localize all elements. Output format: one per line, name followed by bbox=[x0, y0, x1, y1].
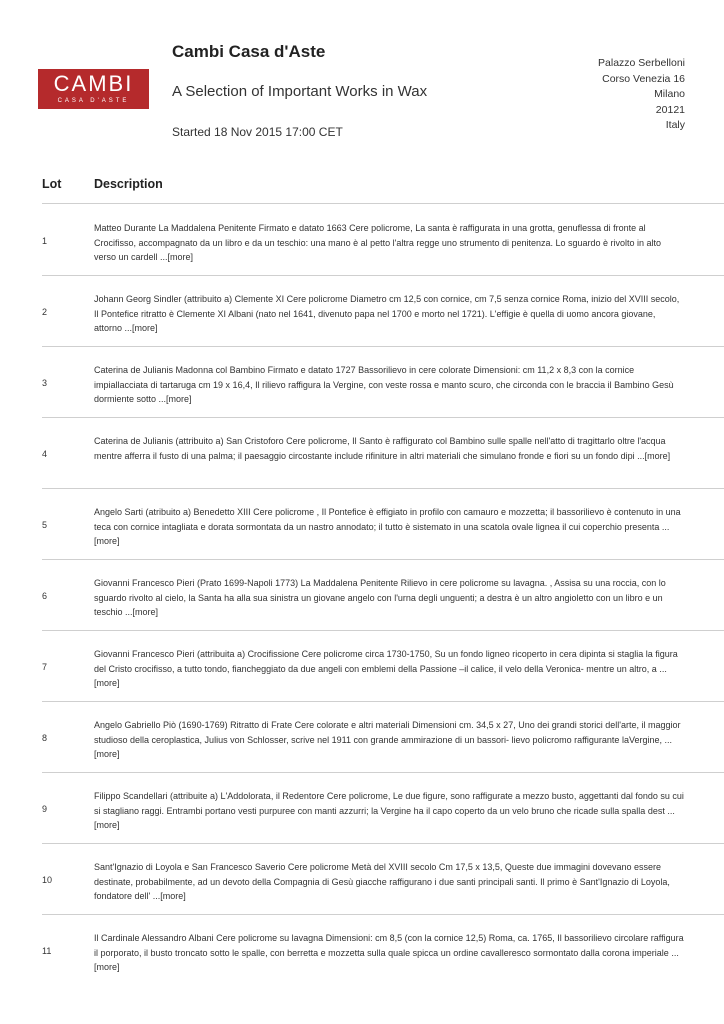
lot-number: 9 bbox=[42, 804, 48, 814]
lot-description-text: Caterina de Julianis Madonna col Bambino Firmato e datato 1727 Bassorilievo in cere colorate Dimensioni: cm 11,2 x 8,3 con la cornice impiallacciata di tartaruga cm 19 x 16,4, Il rilievo raffigura la Vergine, con veste rossa e manto scuro, che circonda con le braccia il Bambino Gesù dormiente sotto ... bbox=[94, 365, 674, 404]
sale-title: A Selection of Important Works in Wax bbox=[172, 83, 428, 100]
lot-description-text: Giovanni Francesco Pieri (Prato 1699-Napoli 1773) La Maddalena Penitente Rilievo in cere policrome su lavagna. , Assisa su una roccia, con lo sguardo rivolto al cielo, la Santa ha alla sua sinistra un giovane angelo con l'urna degli unguenti; a destra è un altro angioletto con un libro e un teschio ... bbox=[94, 578, 666, 617]
more-link[interactable]: [more] bbox=[94, 678, 120, 688]
more-link[interactable]: [more] bbox=[94, 820, 120, 830]
column-header-lot: Lot bbox=[42, 177, 62, 191]
lot-number: 5 bbox=[42, 520, 48, 530]
lot-description bbox=[94, 647, 684, 691]
header-divider bbox=[42, 203, 724, 204]
lot-number: 3 bbox=[42, 378, 48, 388]
more-link[interactable]: [more] bbox=[644, 450, 671, 461]
lot-description-text: Sant'Ignazio di Loyola e San Francesco Saverio Cere policrome Metà del XVIII secolo Cm 17,5 x 13,5, Queste due immagini dovevano essere destinate, probabilmente, ad un devoto della Compagnia di Gesù giacche raffigurano i due santi principali santi. Il primo è Sant'Ignazio di Loyola, fondatore dell' ... bbox=[94, 862, 670, 901]
lot-number: 7 bbox=[42, 662, 48, 672]
logo-subtitle: CASA D'ASTE bbox=[57, 98, 130, 104]
more-link[interactable]: [more] bbox=[160, 891, 186, 901]
lot-description-text: Giovanni Francesco Pieri (attribuita a) Crocifissione Cere policrome circa 1730-1750, Su un fondo ligneo ricoperto in cera dipinta si staglia la figura del Cristo crocifisso, a tutto tondo, fiancheggiato da due angeli con emblemi della Passione –il calice, il velo della Veronica- mentre un altro, a ... bbox=[94, 649, 678, 674]
more-link[interactable]: [more] bbox=[167, 252, 194, 262]
cambi-logo bbox=[38, 69, 149, 109]
address-line: Italy bbox=[665, 119, 685, 131]
lot-row bbox=[42, 205, 724, 276]
lot-description bbox=[94, 292, 684, 336]
lot-row bbox=[42, 631, 724, 702]
lot-number: 8 bbox=[42, 733, 48, 743]
lot-description bbox=[94, 718, 684, 762]
lot-description bbox=[94, 860, 684, 904]
lot-row bbox=[42, 560, 724, 631]
lot-description bbox=[94, 576, 684, 620]
lot-description bbox=[94, 363, 684, 407]
sale-date: Started 18 Nov 2015 17:00 CET bbox=[172, 125, 343, 139]
address-block bbox=[598, 56, 685, 134]
lot-number: 2 bbox=[42, 307, 48, 317]
lot-list bbox=[0, 205, 724, 986]
lot-row bbox=[42, 276, 724, 347]
more-link[interactable]: [more] bbox=[94, 536, 120, 546]
address-line: Corso Venezia 16 bbox=[602, 72, 685, 85]
lot-number: 4 bbox=[42, 449, 48, 459]
more-link[interactable]: [more] bbox=[94, 749, 120, 759]
logo-word: CAMBI bbox=[53, 71, 134, 96]
lot-description-text: Angelo Gabriello Piò (1690-1769) Ritratto di Frate Cere colorate e altri materiali Dimensioni cm. 34,5 x 27, Uno dei grandi storici dell'arte, il maggior studioso della ceroplastica, Julius von Schlosser, scrive nel 1911 con grande ammirazione di un bassori- lievo policromo raffigurante laVergine, ... bbox=[94, 720, 681, 745]
lot-description bbox=[94, 221, 684, 265]
more-link[interactable]: [more] bbox=[166, 394, 192, 404]
lot-description-text: Johann Georg Sindler (attribuito a) Clemente XI Cere policrome Diametro cm 12,5 con cornice, cm 7,5 senza cornice Roma, inizio del XVIII secolo, Il Pontefice ritratto è Clemente XI Albani (nato nel 1641, divenuto papa nel 1700 e morto nel 1721). L'effigie è quella di uomo ancora giovane, attorno ... bbox=[94, 294, 680, 333]
lot-number: 10 bbox=[42, 875, 53, 885]
lot-row bbox=[42, 702, 724, 773]
lot-description-text: Matteo Durante La Maddalena Penitente Firmato e datato 1663 Cere policrome, La santa è raffigurata in una grotta, genuflessa di fronte al Crocifisso, accompagnato da un libro e da un teschio: una mano è al petto l'altra regge uno strumento di penitenza. Lo sguardo è rivolto in alto verso un cardell ... bbox=[94, 223, 662, 262]
address-line: 20121 bbox=[655, 103, 685, 116]
lot-description bbox=[94, 931, 684, 975]
column-header-description: Description bbox=[94, 177, 163, 191]
lot-description bbox=[94, 505, 684, 549]
lot-number: 6 bbox=[42, 591, 48, 601]
address-line: Milano bbox=[654, 88, 685, 100]
lot-row bbox=[42, 773, 724, 844]
lot-description bbox=[94, 434, 684, 463]
lot-row bbox=[42, 489, 724, 560]
lot-description-text: Caterina de Julianis (attribuito a) San Cristoforo Cere policrome, Il Santo è raffigurato col Bambino sulle spalle nell'atto di tragittarlo oltre l'acqua mentre afferra il fusto di una palma; il paesaggio circostante include rifiniture in altri materiali che simulano fronde e fiori su un fondo dipi ... bbox=[94, 436, 666, 461]
lot-description-text: Angelo Sarti (atribuito a) Benedetto XIII Cere policrome , Il Pontefice è effigiato in profilo con camauro e mozzetta; il bassorilievo è contenuto in una teca con cornice intagliata e dorata sormontata da un nastro annodato; il tutto è sistemato in una scatola ovale lignea il cui coperchio presenta ... bbox=[94, 507, 681, 532]
lot-number: 11 bbox=[42, 946, 52, 956]
lot-description-text: Filippo Scandellari (attribuite a) L'Addolorata, il Redentore Cere policrome, Le due figure, sono raffigurate a mezzo busto, aggettanti dal fondo su cui si stagliano raggi. Entrambi portano vesti purpuree con manti azzurri; la Vergine ha il capo coperto da un velo bruno che ricade sulla spalla dest ... bbox=[94, 791, 684, 816]
lot-row bbox=[42, 844, 724, 915]
more-link[interactable]: [more] bbox=[132, 323, 158, 333]
lot-number: 1 bbox=[42, 236, 48, 246]
lot-row bbox=[42, 418, 724, 489]
lot-description-text: Il Cardinale Alessandro Albani Cere policrome su lavagna Dimensioni: cm 8,5 (con la cornice 12,5) Roma, ca. 1765, Il bassorilievo circolare raffigura il porporato, il busto troncato sotto le spalle, con berretta e mozzetta sulla quale spicca un ordine cavalleresco sormontato dalla corona imperiale ... bbox=[94, 933, 684, 958]
more-link[interactable]: [more] bbox=[94, 962, 120, 972]
auction-house-name: Cambi Casa d'Aste bbox=[172, 42, 326, 61]
lot-row bbox=[42, 347, 724, 418]
address-line: Palazzo Serbelloni bbox=[598, 57, 685, 69]
lot-row bbox=[42, 915, 724, 986]
more-link[interactable]: [more] bbox=[132, 607, 159, 617]
lot-description bbox=[94, 789, 684, 833]
